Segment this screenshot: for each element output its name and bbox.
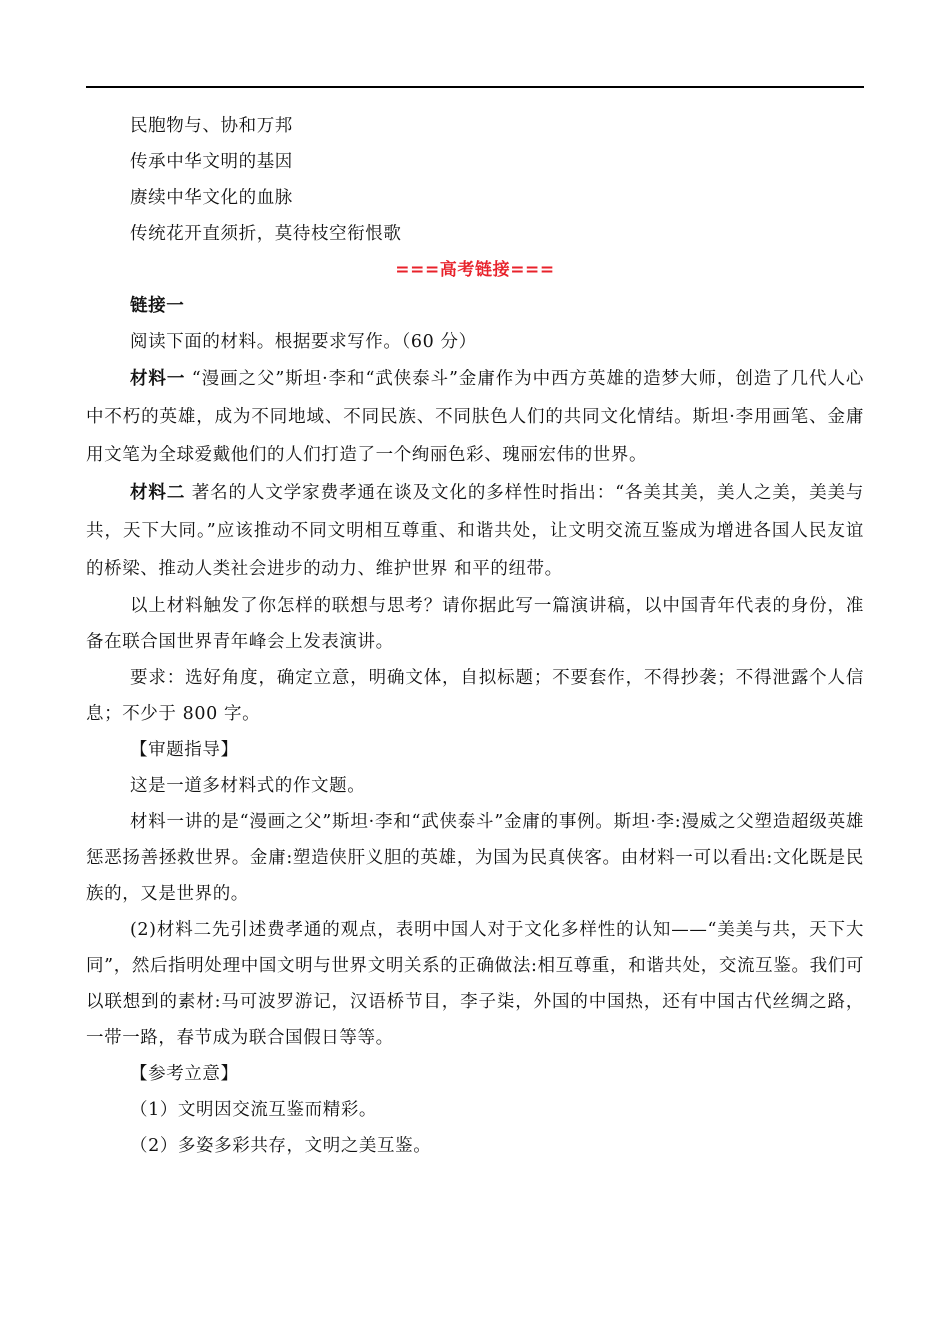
guide-intro: 这是一道多材料式的作文题。 [130,776,366,796]
document-body [86,108,864,1164]
header-rule [86,86,864,88]
reference-item: （2）多姿多彩共存，文明之美互鉴。 [130,1136,432,1156]
material-two-text: 著名的人文学家费孝通在谈及文化的多样性时指出：“各美其美，美人之美，美美与共，天下大同。”应该推动不同文明相互尊重、和谐共处，让文明交流互鉴成为增进各国人民友谊的桥梁、推动人类社会进步的动力、维护世界 和平的纽带。 [86,483,864,579]
guide-paragraph-one: 材料一讲的是“漫画之父”斯坦·李和“武侠泰斗”金庸的事例。斯坦·李:漫威之父塑造超级英雄惩恶扬善拯救世界。金庸:塑造侠肝义胆的英雄，为国为民真侠客。由材料一可以看出:文化既是民族的，又是世界的。 [86,812,864,904]
poem-line: 赓续中华文化的血脉 [130,188,293,208]
material-one [86,360,864,474]
section-title: ===高考链接=== [395,260,555,280]
poem-line: 传承中华文明的基因 [130,152,293,172]
poem-line: 传统花开直须折，莫待枝空衔恨歌 [130,224,402,244]
task-prompt: 以上材料触发了你怎样的联想与思考？请你据此写一篇演讲稿，以中国青年代表的身份，准备在联合国世界青年峰会上发表演讲。 [86,596,864,652]
instruction: 阅读下面的材料。根据要求写作。（60 分） [130,332,477,352]
guide-heading: 【审题指导】 [130,740,239,760]
reference-heading: 【参考立意】 [130,1064,239,1084]
material-one-label: 材料一 [130,369,186,389]
poem-line: 民胞物与、协和万邦 [130,116,293,136]
link-heading: 链接一 [130,296,185,316]
requirements: 要求：选好角度，确定立意，明确文体，自拟标题；不要套作，不得抄袭；不得泄露个人信息；不少于 800 字。 [86,668,864,724]
material-two-label: 材料二 [130,483,186,503]
guide-paragraph-two: (2)材料二先引述费孝通的观点，表明中国人对于文化多样性的认知——“美美与共，天下大同”，然后指明处理中国文明与世界文明关系的正确做法:相互尊重，和谐共处，交流互鉴。我们可以联想到的素材:马可波罗游记，汉语桥节目，李子柒，外国的中国热，还有中国古代丝绸之路，一带一路，春节成为联合国假日等等。 [86,920,864,1048]
material-two [86,474,864,588]
material-one-text: “漫画之父”斯坦·李和“武侠泰斗”金庸作为中西方英雄的造梦大师，创造了几代人心中不朽的英雄，成为不同地域、不同民族、不同肤色人们的共同文化情结。斯坦·李用画笔、金庸用文笔为全球爱戴他们的人们打造了一个绚丽色彩、瑰丽宏伟的世界。 [86,369,864,465]
reference-item: （1）文明因交流互鉴而精彩。 [130,1100,378,1120]
